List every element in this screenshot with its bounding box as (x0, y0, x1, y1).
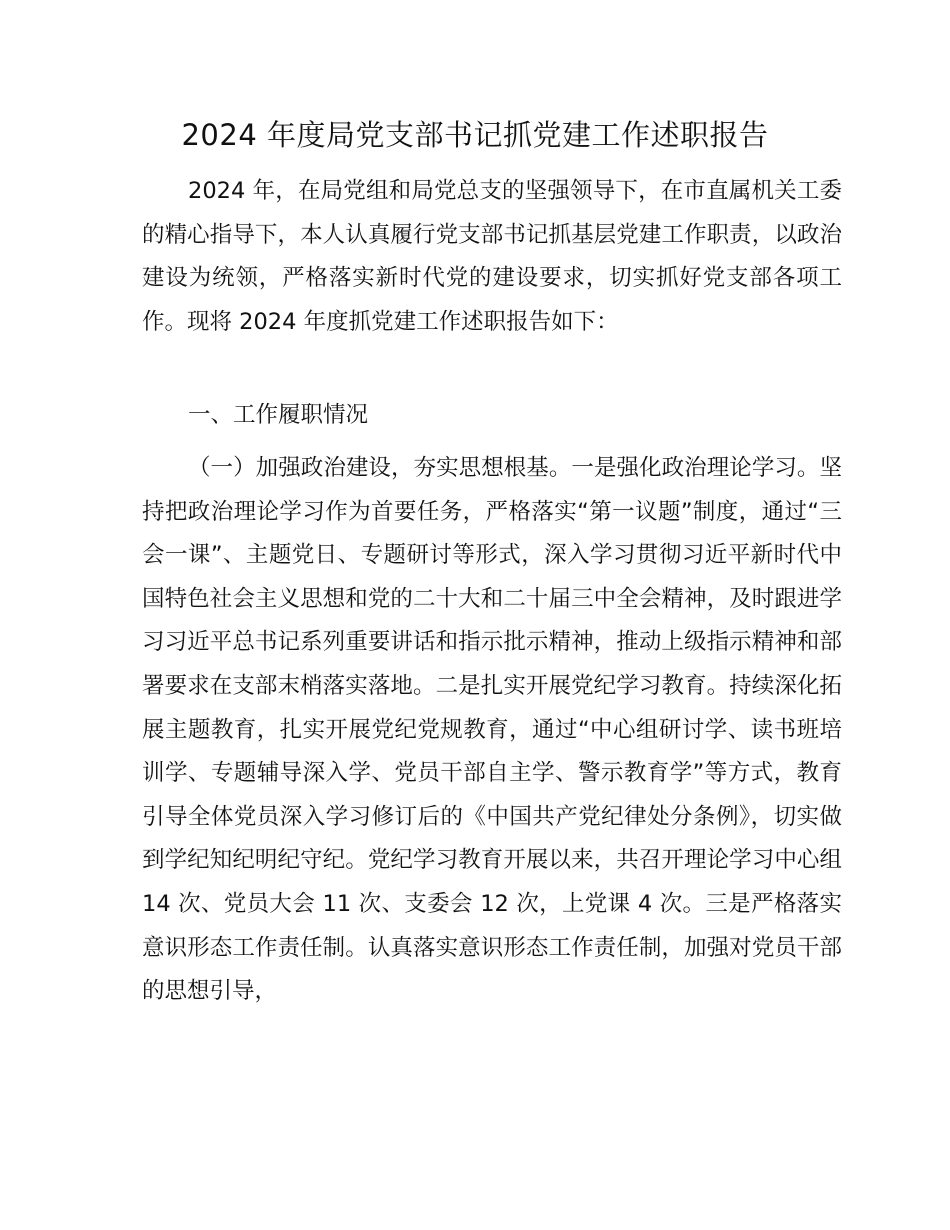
section-heading: 一、工作履职情况 (188, 402, 369, 428)
section-paragraph: （一）加强政治建设，夯实思想根基。一是强化政治理论学习。坚持把政治理论学习作为首要任务，严格落实“第一议题”制度，通过“三会一课”、主题党日、专题研讨等形式，深入学习贯彻习近平新时代中国特色社会主义思想和党的二十大和二十届三中全会精神，及时跟进学习习近平总书记系列重要讲话和指示批示精神，推动上级指示精神和部署要求在支部末梢落实落地。二是扎实开展党纪学习教育。持续深化拓展主题教育，扎实开展党纪党规教育，通过“中心组研讨学、读书班培训学、专题辅导深入学、党员干部自主学、警示教育学”等方式，教育引导全体党员深入学习修订后的《中国共产党纪律处分条例》，切实做到学纪知纪明纪守纪。党纪学习教育开展以来，共召开理论学习中心组 14 次、党员大会 11 次、支委会 12 次，上党课 4 次。三是严格落实意识形态工作责任制。认真落实意识形态工作责任制，加强对党员干部的思想引导， (142, 455, 842, 1005)
intro-paragraph: 2024 年，在局党组和局党总支的坚强领导下，在市直属机关工委的精心指导下，本人认真履行党支部书记抓基层党建工作职责，以政治建设为统领，严格落实新时代党的建设要求，切实抓好党支部各项工作。现将 2024 年度抓党建工作述职报告如下： (142, 178, 842, 335)
document-title: 2024 年度局党支部书记抓党建工作述职报告 (181, 118, 769, 152)
